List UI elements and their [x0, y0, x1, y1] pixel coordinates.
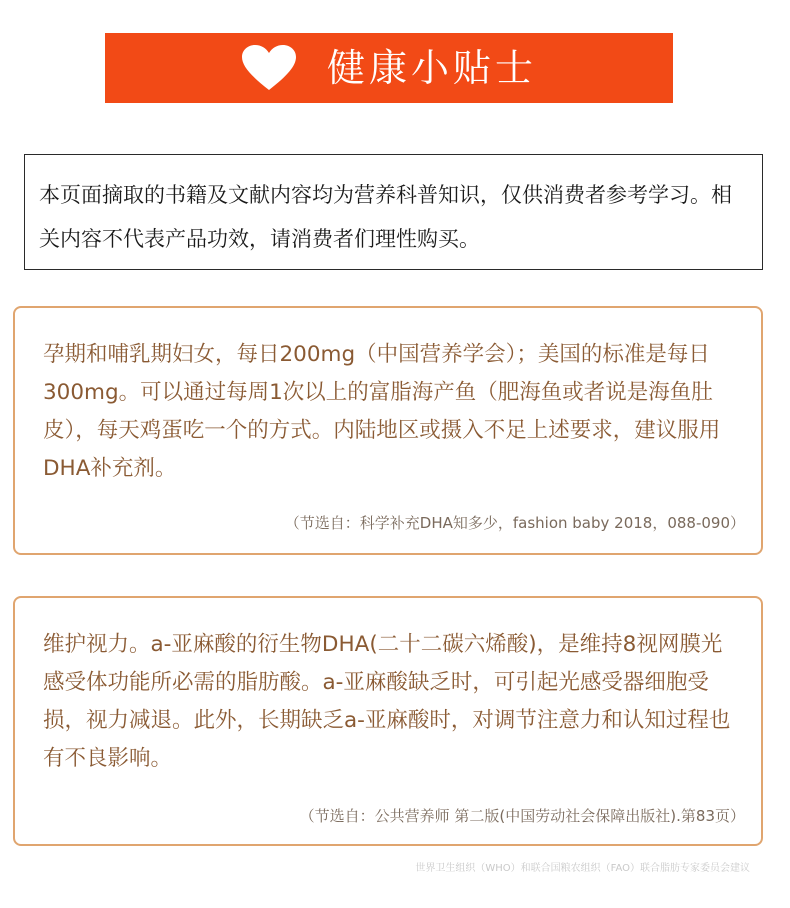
heart-icon — [241, 44, 297, 92]
card-source-citation: （节选自：公共营养师 第二版(中国劳动社会保障出版社).第83页） — [299, 807, 745, 825]
disclaimer-box — [24, 154, 763, 270]
info-card-vision — [13, 596, 763, 846]
page-title: 健康小贴士 — [326, 46, 537, 90]
header-banner — [105, 33, 673, 103]
card-body-text: 维护视力。a-亚麻酸的衍生物DHA(二十二碳六烯酸)，是维持8视网膜光感受体功能所必需的脂肪酸。a-亚麻酸缺乏时，可引起光感受器细胞受损，视力减退。此外，长期缺乏a-亚麻酸时，对调节注意力和认知过程也有不良影响。 — [43, 632, 731, 771]
footer-note: 世界卫生组织（WHO）和联合国粮农组织（FAO）联合脂肪专家委员会建议 — [415, 863, 750, 874]
disclaimer-text: 本页面摘取的书籍及文献内容均为营养科普知识，仅供消费者参考学习。相关内容不代表产品功效，请消费者们理性购买。 — [39, 183, 732, 251]
card-body-text: 孕期和哺乳期妇女，每日200mg（中国营养学会）；美国的标准是每日300mg。可以通过每周1次以上的富脂海产鱼（肥海鱼或者说是海鱼肚皮），每天鸡蛋吃一个的方式。内陆地区或摄入不足上述要求，建议服用DHA补充剂。 — [43, 342, 721, 481]
info-card-dha-intake — [13, 306, 763, 555]
card-source-citation: （节选自：科学补充DHA知多少，fashion baby 2018，088-090） — [284, 514, 745, 532]
